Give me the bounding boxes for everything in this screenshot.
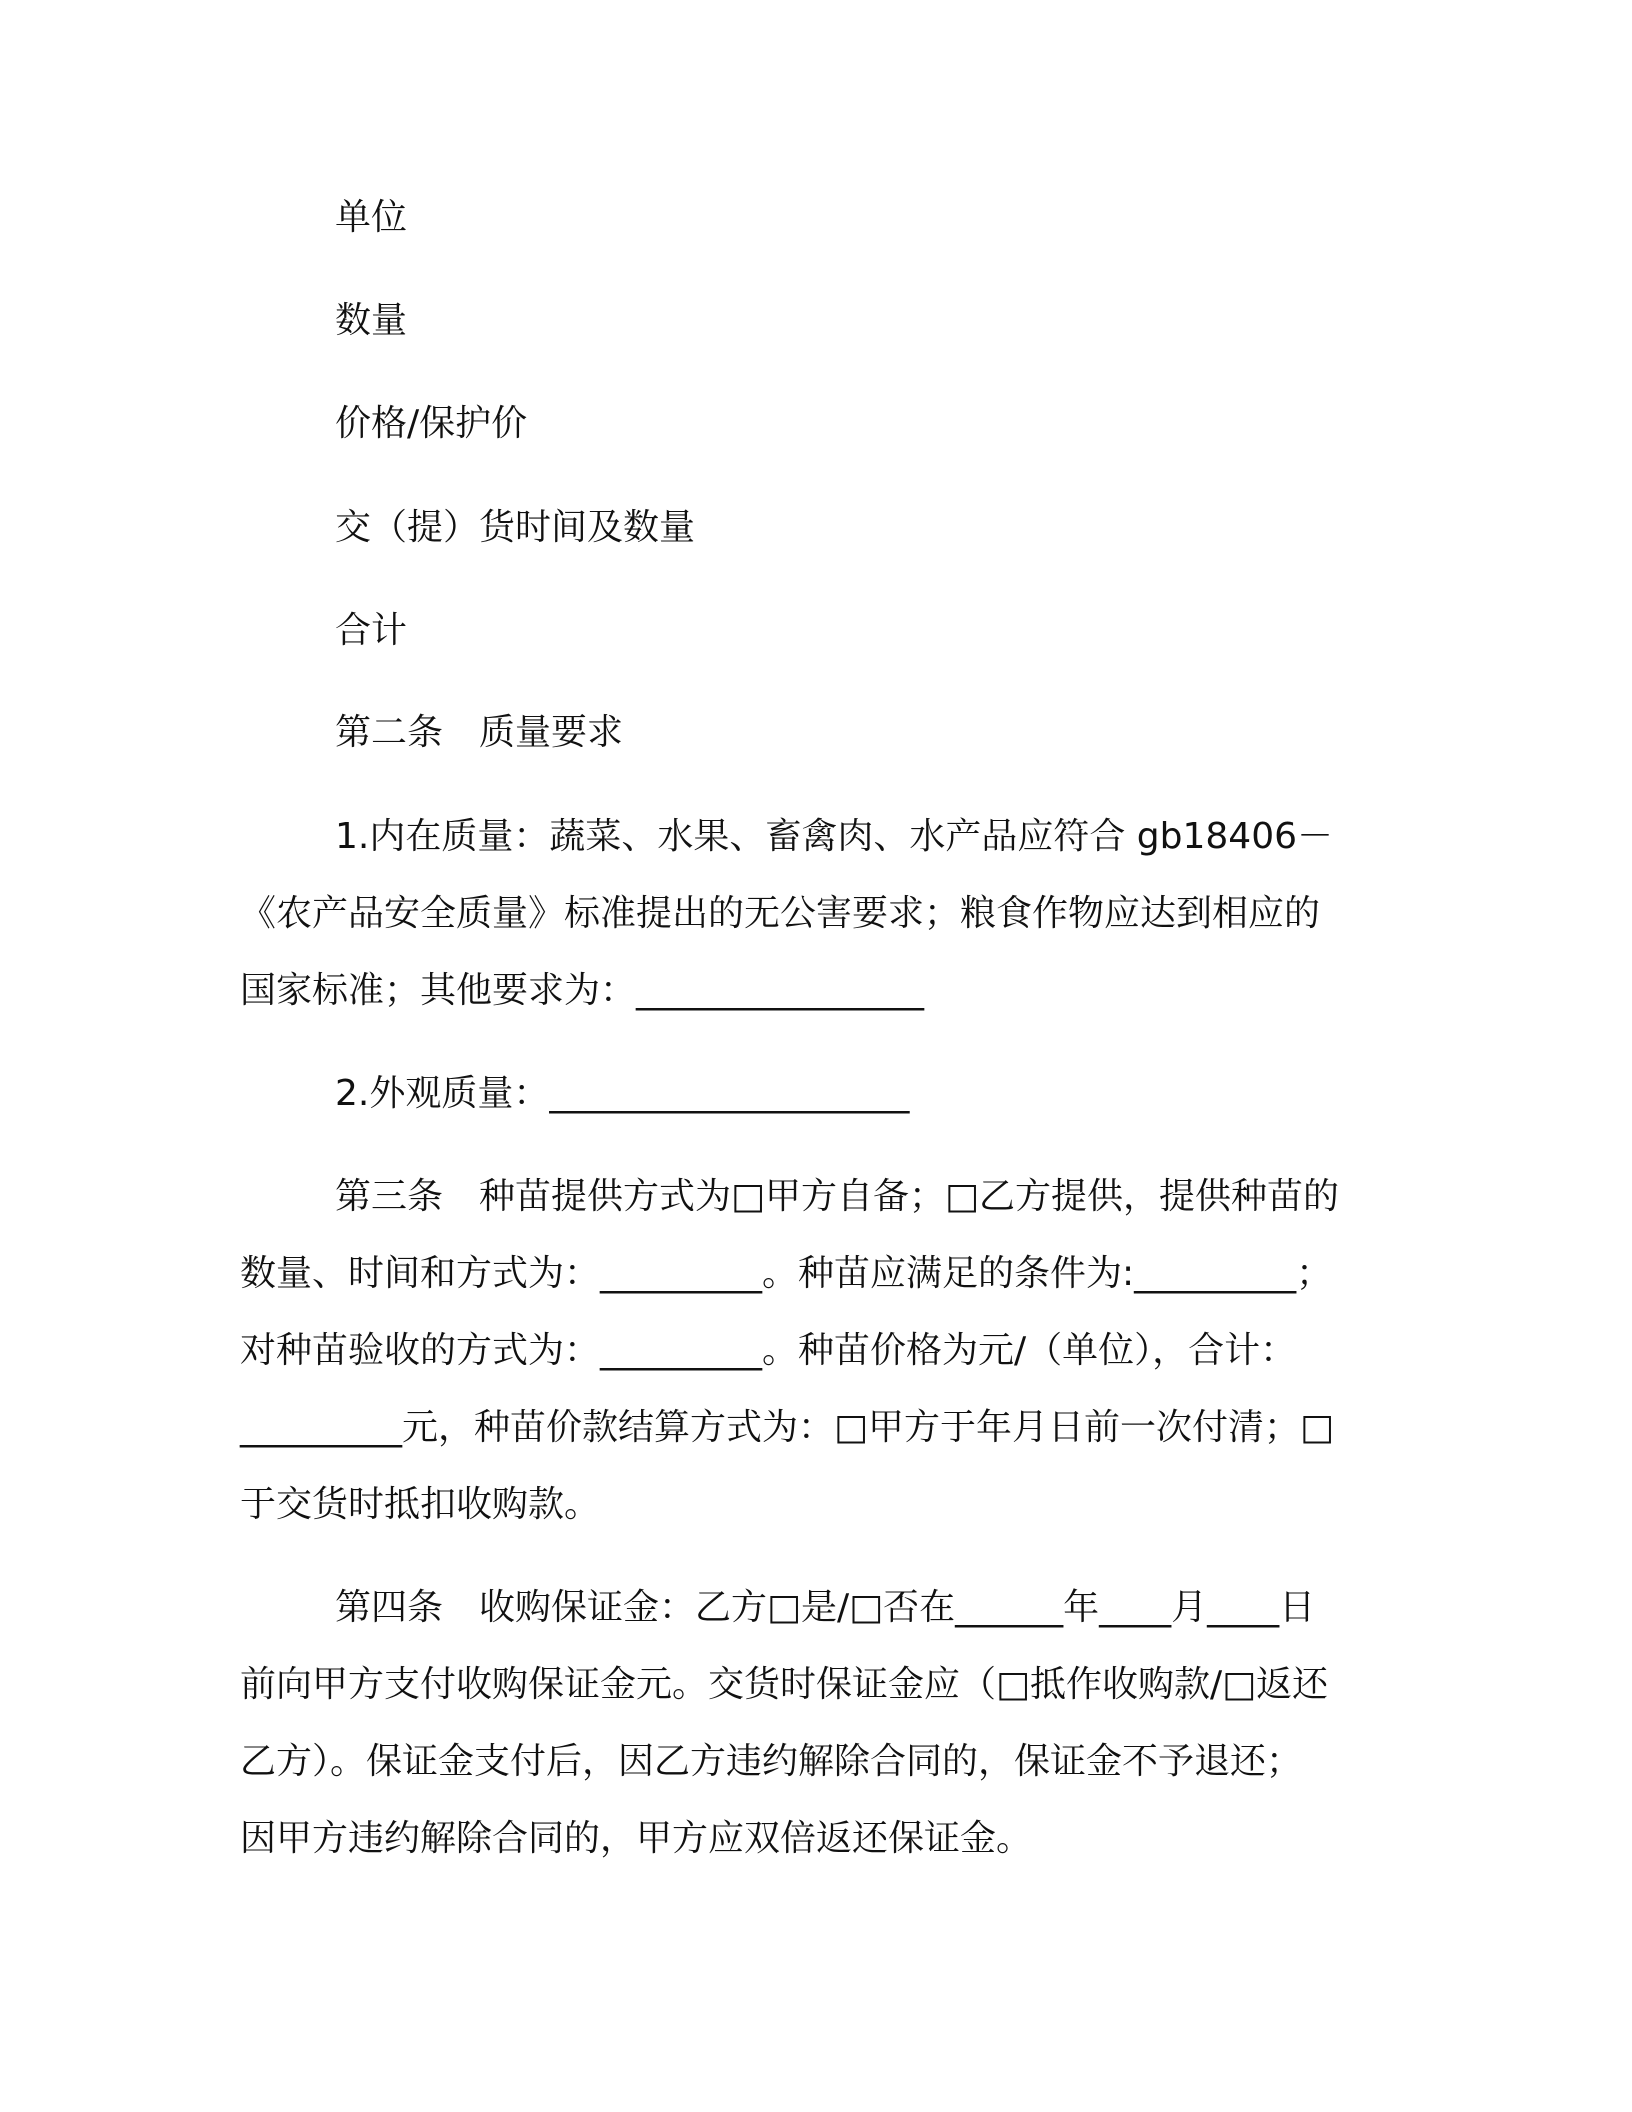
label-total: 合计 <box>335 610 408 651</box>
article-3-line4: _________元，种苗价款结算方式为：□甲方于年月日前一次付清；□ <box>240 1407 1335 1448</box>
article-4-line1: 第四条 收购保证金：乙方□是/□否在______年____月____日 <box>335 1587 1316 1628</box>
article-3-line5: 于交货时抵扣收购款。 <box>240 1484 601 1525</box>
label-unit: 单位 <box>335 197 408 238</box>
article-2-heading: 第二条 质量要求 <box>335 712 624 753</box>
article-4-line3: 乙方）。保证金支付后，因乙方违约解除合同的，保证金不予退还； <box>240 1741 1303 1782</box>
article-4-line2: 前向甲方支付收购保证金元。交货时保证金应（□抵作收购款/□返还 <box>240 1664 1329 1705</box>
label-delivery: 交（提）货时间及数量 <box>335 507 696 548</box>
article-2-item1-line3: 国家标准；其他要求为：________________ <box>240 970 925 1011</box>
article-2-item2: 2.外观质量：____________________ <box>335 1073 910 1114</box>
article-2-item1-line1: 1.内在质量：蔬菜、水果、畜禽肉、水产品应符合 gb18406－ <box>335 816 1334 857</box>
article-3-line3: 对种苗验收的方式为：_________。种苗价格为元/（单位），合计： <box>240 1330 1297 1371</box>
label-price: 价格/保护价 <box>335 403 528 444</box>
label-quantity: 数量 <box>335 300 408 341</box>
article-4-line4: 因甲方违约解除合同的，甲方应双倍返还保证金。 <box>240 1818 1033 1859</box>
article-2-item1-line2: 《农产品安全质量》标准提出的无公害要求；粮食作物应达到相应的 <box>240 893 1321 934</box>
article-3-line1: 第三条 种苗提供方式为□甲方自备；□乙方提供，提供种苗的 <box>335 1176 1340 1217</box>
article-3-line2: 数量、时间和方式为：_________。种苗应满足的条件为:_________； <box>240 1253 1333 1294</box>
